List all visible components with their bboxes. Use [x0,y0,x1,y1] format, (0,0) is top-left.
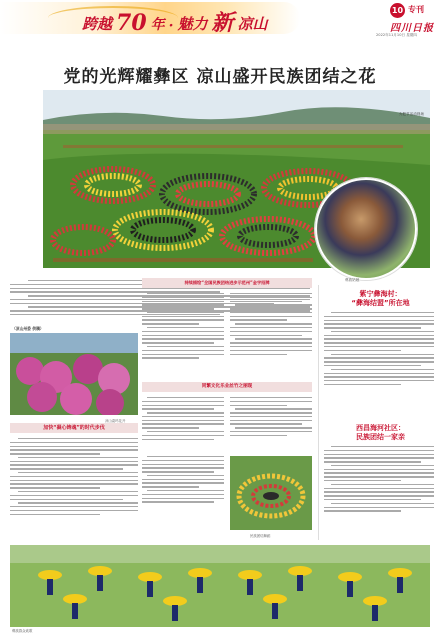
subhead-a3-text: 同繁文化乐业丝竹之丽现 [201,384,253,389]
banner-kuayue: 跨越 [82,15,113,33]
banner-text [82,8,268,34]
flowers-image [10,333,138,415]
subhead-a2 [10,423,138,433]
date-line: 2022年11月10日 星期四 [376,33,417,37]
dance-photo [230,456,312,530]
subhead-a1-text: 持续描绘“全国民族团结进步示范州”金字招牌 [184,280,270,285]
lead-block-label: （凉山州委 供稿） [12,326,44,331]
subhead-r1-line2: “彝海结盟”所在地 [351,299,410,307]
banner-liangshan: 凉山 [237,15,268,33]
section-label: 专刊 [408,5,424,14]
umbrella-dance-image [10,545,430,627]
paper-name: 四川日报 [390,23,434,34]
middle-bottom-text [142,456,224,505]
subhead-r2-line2: 民族团结一家亲 [356,433,405,441]
banner-dot: · [168,18,174,34]
subhead-r2 [328,424,433,442]
page-headline: 党的光辉耀彝区 凉山盛开民族团结之花 [63,67,377,87]
subhead-r1-line1: 紫宁彝海村： [359,290,402,298]
dance-caption: 民族团结舞蹈 [250,534,271,538]
subhead-a2-text: 加快“凝心铸魂”的时代步伐 [43,425,105,431]
photo-caption-main: 火把节活动现场 [398,112,424,116]
masthead [0,0,440,42]
middle-lower-text-left [142,397,224,442]
inset-circle-photo [315,178,417,280]
middle-lower-text-right [230,397,312,439]
bottom-photo [10,545,430,627]
right-column-text-1 [324,312,434,388]
banner-nian: 年 [150,17,165,33]
left-column-body [10,438,138,517]
photo-caption-right: 彝族姑娘 [345,278,360,282]
banner-70-logo: 70 [116,10,147,36]
banner-meili: 魅力 [177,15,208,33]
middle-column-text-left [142,293,224,361]
banner-xin: 新 [211,10,234,36]
page-number-badge [390,3,405,18]
middle-column-text-right [230,293,312,357]
dance-image [230,456,312,530]
bottom-photo-caption: 彝族群众欢歌 [12,629,33,633]
right-column-rule [318,285,319,540]
flowers-photo [10,333,138,415]
right-column-text-2 [324,446,434,514]
subhead-r2-line1: 西昌海河社区： [356,424,405,432]
subhead-a3 [142,382,312,392]
subhead-r1 [328,290,433,308]
flowers-caption: 凉山索玛花开 [105,419,126,423]
page-number: 10 [391,6,404,15]
subhead-a1 [142,278,312,288]
